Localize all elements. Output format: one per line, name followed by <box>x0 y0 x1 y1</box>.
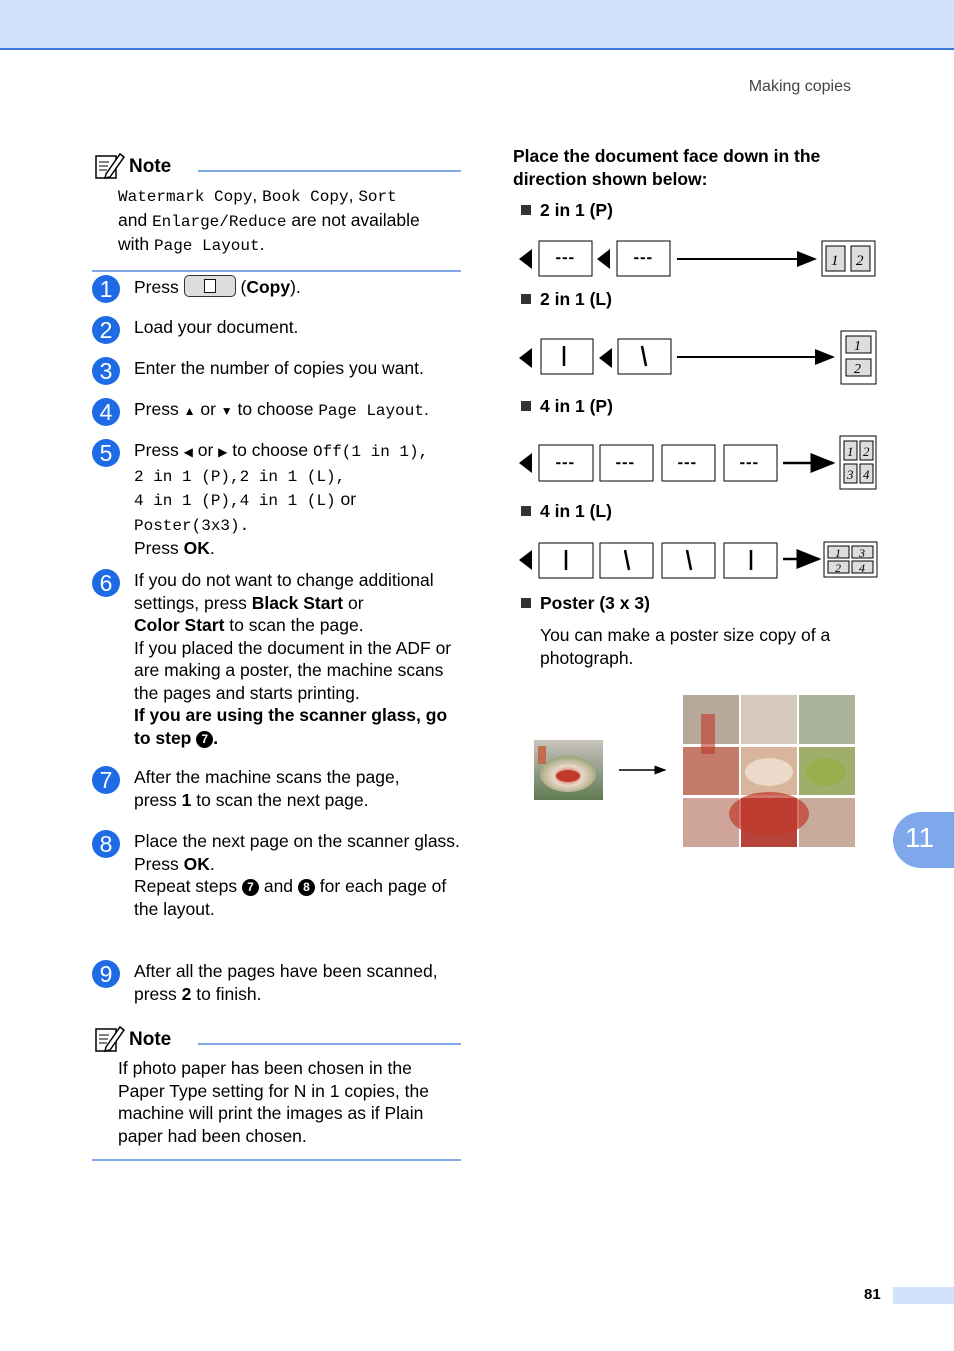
right-heading: Place the document face down in the direction shown below: <box>513 146 821 189</box>
menu-enlarge-reduce: Enlarge/Reduce <box>152 212 287 231</box>
step-text: Enter the number of copies you want. <box>134 358 424 378</box>
text: or <box>192 440 219 460</box>
text: with <box>118 234 154 254</box>
up-arrow-icon: ▲ <box>183 404 196 418</box>
text: settings, press <box>134 592 252 613</box>
poster-illustration <box>533 694 858 849</box>
comma: , <box>418 443 429 461</box>
text: press <box>134 789 182 810</box>
note-body <box>92 184 461 258</box>
layout-diagrams <box>515 228 885 588</box>
option-2in1p: 2 in 1 (P) <box>134 467 231 486</box>
text: or <box>195 399 221 419</box>
svg-text:⁃⁃⁃: ⁃⁃⁃ <box>555 251 575 266</box>
text: After the machine scans the page, <box>134 767 400 787</box>
text: and <box>258 876 298 896</box>
svg-text:⁃⁃⁃: ⁃⁃⁃ <box>615 456 635 471</box>
page-digit: 2 <box>854 362 861 377</box>
page-digit: 2 <box>863 444 870 459</box>
step-4 <box>92 398 464 423</box>
note-pencil-icon <box>94 1023 126 1055</box>
menu-watermark-copy: Watermark Copy <box>118 188 253 206</box>
comma: , <box>230 467 240 486</box>
comma: , <box>348 185 359 205</box>
menu-sort: Sort <box>358 188 397 206</box>
step-1: 1 Press (Copy). <box>92 275 464 299</box>
text: and <box>118 209 153 230</box>
food-photo-original <box>534 740 603 800</box>
step-7 <box>92 766 464 811</box>
text: Press <box>134 440 184 460</box>
ok-label: OK <box>183 538 210 558</box>
page-number: 81 <box>864 1286 881 1303</box>
right-arrow-icon: ▶ <box>218 445 228 459</box>
page-digit: 1 <box>831 253 839 269</box>
text: ). <box>290 277 301 297</box>
step-2 <box>92 316 464 343</box>
step-number: 1 <box>92 275 120 303</box>
key-2-label: 2 <box>181 983 192 1004</box>
bullet-label: 2 in 1 (L) <box>540 289 612 309</box>
option-off: Off(1 in 1) <box>313 443 419 461</box>
text: After all the pages have been scanned, <box>134 961 438 981</box>
copy-key-icon <box>184 275 236 297</box>
text: press <box>134 983 182 1004</box>
note-title: Note <box>129 1029 172 1050</box>
bullet-label: 4 in 1 (P) <box>540 396 613 416</box>
note-box-bottom <box>92 1023 461 1161</box>
text: If you are using the scanner glass, go to step <box>134 705 448 748</box>
text: . <box>209 853 215 874</box>
comma: , <box>252 185 263 205</box>
page-digit: 4 <box>859 561 865 575</box>
step-6 <box>92 569 464 749</box>
bullet-2in1p <box>521 200 613 221</box>
menu-page-layout: Page Layout <box>318 402 424 420</box>
text: Press <box>134 399 184 419</box>
section-header: Making copies <box>748 78 851 95</box>
step-ref-8: 8 <box>298 879 315 896</box>
option-poster: Poster(3x3) <box>134 516 240 535</box>
page-digit: 3 <box>859 546 865 560</box>
bullet-label: 4 in 1 (L) <box>540 501 612 521</box>
text: . <box>213 727 219 748</box>
chapter-number: 11 <box>905 822 935 853</box>
footer-bar <box>893 1287 954 1304</box>
page-digit: 1 <box>847 444 854 459</box>
note-bottom-rule <box>92 270 461 272</box>
text: are not available <box>286 209 420 230</box>
step-3 <box>92 357 464 384</box>
chapter-tab <box>893 812 954 868</box>
page-digit: 2 <box>835 561 841 575</box>
option-4in1l: 4 in 1 (L) <box>239 492 336 510</box>
comma: , <box>230 492 240 510</box>
note-title: Note <box>129 156 172 177</box>
note-bottom-rule <box>92 1159 461 1161</box>
note-box-top <box>92 150 461 272</box>
text: to scan the next page. <box>191 789 369 810</box>
step-number: 6 <box>92 569 120 597</box>
svg-text:⁃⁃⁃: ⁃⁃⁃ <box>739 456 759 471</box>
diagram-4in1p <box>519 436 876 489</box>
comma: , <box>335 467 346 486</box>
text: or <box>335 489 357 509</box>
text: If you placed the document in the ADF or are making a poster, the machine scans the pages and starts printing. <box>134 637 452 703</box>
bullet-label: 2 in 1 (P) <box>540 200 613 220</box>
note-body: If photo paper has been chosen in the Paper Type setting for N in 1 copies, the machine will print the images as if Plain paper had been chosen. <box>118 1058 429 1146</box>
option-2in1l: 2 in 1 (L) <box>239 467 336 486</box>
option-4in1p: 4 in 1 (P) <box>134 492 231 510</box>
step-number: 8 <box>92 830 120 858</box>
ok-label: OK <box>183 853 210 874</box>
left-arrow-icon: ◀ <box>183 445 193 459</box>
menu-book-copy: Book Copy <box>262 188 349 206</box>
key-1-label: 1 <box>181 789 192 810</box>
copy-label: Copy <box>246 277 291 297</box>
note-pencil-icon <box>94 150 126 182</box>
step-number: 7 <box>92 766 120 794</box>
diagram-4in1l <box>519 542 877 578</box>
text: If you do not want to change additional <box>134 570 434 590</box>
text: Repeat steps <box>134 876 242 896</box>
page-digit: 4 <box>863 467 870 482</box>
svg-text:⁃⁃⁃: ⁃⁃⁃ <box>677 456 697 471</box>
step-ref-7: 7 <box>242 879 259 896</box>
top-banner <box>0 0 954 50</box>
step-5 <box>92 439 464 560</box>
step-number: 5 <box>92 439 120 467</box>
text: for each page of the layout. <box>134 876 447 919</box>
text: to choose <box>232 399 319 419</box>
step-number: 2 <box>92 316 120 344</box>
step-8 <box>92 830 464 920</box>
bullet-poster <box>521 593 650 614</box>
text: . <box>423 399 429 419</box>
text: Press <box>134 277 184 297</box>
page-digit: 3 <box>847 467 854 482</box>
step-9 <box>92 960 464 1005</box>
page-digit: 1 <box>835 546 841 560</box>
step-text: Load your document. <box>134 317 299 337</box>
step-ref-7: 7 <box>196 731 213 748</box>
color-start-label: Color Start <box>134 615 225 635</box>
text: or <box>343 592 364 613</box>
text: . <box>259 234 265 254</box>
page-digit: 2 <box>856 253 864 269</box>
down-arrow-icon: ▼ <box>220 404 233 418</box>
note-rule <box>198 170 461 172</box>
step-number: 3 <box>92 357 120 385</box>
text: Press <box>134 853 184 874</box>
food-photo-poster-grid <box>682 695 856 847</box>
text: to finish. <box>191 983 262 1004</box>
diagram-2in1p <box>519 241 875 276</box>
text: Place the next page on the scanner glass. <box>134 831 460 851</box>
svg-text:⁃⁃⁃: ⁃⁃⁃ <box>633 251 653 266</box>
note-rule <box>198 1043 461 1045</box>
step-number: 9 <box>92 960 120 988</box>
text: . <box>209 538 215 558</box>
menu-page-layout: Page Layout <box>153 237 260 255</box>
page-digit: 1 <box>854 339 861 354</box>
poster-description: You can make a poster size copy of a photograph. <box>540 625 831 668</box>
period: . <box>239 516 250 535</box>
text: Press <box>134 538 184 558</box>
diagram-2in1l <box>519 331 876 384</box>
bullet-label: Poster (3 x 3) <box>540 593 650 613</box>
svg-text:⁃⁃⁃: ⁃⁃⁃ <box>555 456 575 471</box>
text: to scan the page. <box>224 615 364 635</box>
step-number: 4 <box>92 398 120 426</box>
text: to choose <box>227 440 313 460</box>
black-start-label: Black Start <box>251 592 344 613</box>
